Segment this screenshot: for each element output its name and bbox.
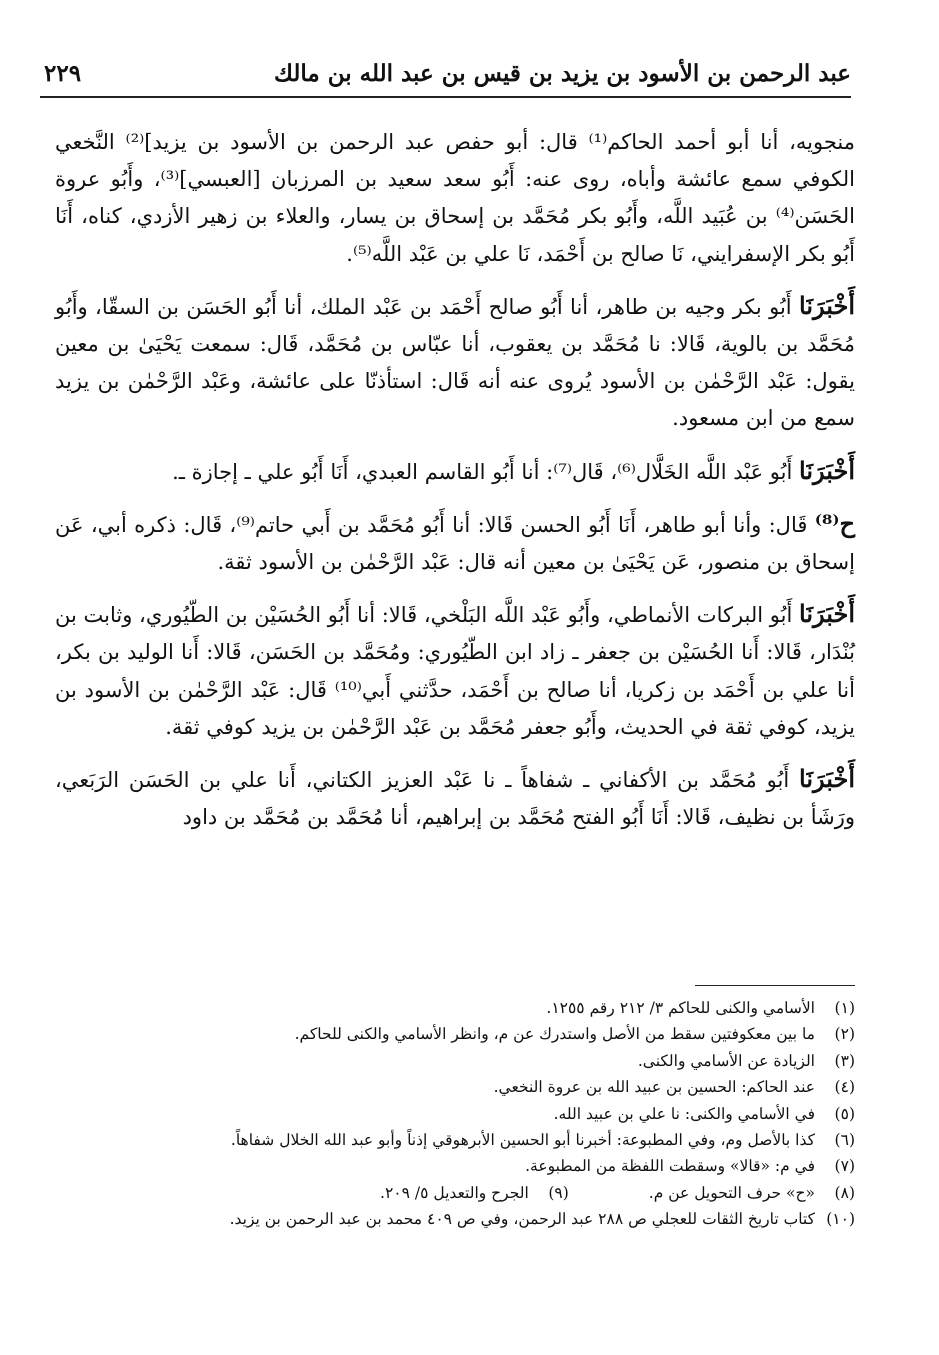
paragraph-lead: أَخْبَرَنَا	[799, 599, 855, 629]
main-text	[55, 122, 855, 850]
running-title: عبد الرحمن بن الأسود بن يزيد بن قيس بن عبد الله بن مالك	[273, 60, 851, 87]
footnote-text: كذا بالأصل وم، وفي المطبوعة: أخبرنا أبو الحسين الأبرهوقي إذناً وأبو عبد الله الخلال شفاهاً.	[230, 1131, 815, 1150]
footnote	[60, 1127, 855, 1153]
footnote-text: ما بين معكوفتين سقط من الأصل واستدرك عن م، وانظر الأسامي والكنى للحاكم.	[294, 1025, 815, 1044]
footnote	[60, 1180, 855, 1206]
running-header	[40, 56, 851, 98]
paragraph	[55, 122, 855, 273]
footnote-text: الأسامي والكنى للحاكم ٣/ ٢١٢ رقم ١٢٥٥.	[546, 999, 815, 1017]
footnote-text: الجرح والتعديل ٥/ ٢٠٩.	[380, 1183, 529, 1202]
footnote-number: (٣)	[834, 1051, 855, 1070]
footnote-text: «ح» حرف التحويل عن م.	[648, 1183, 815, 1202]
page-number: ٢٢٩	[44, 60, 82, 87]
paragraph-lead: ح⁽⁸⁾	[814, 508, 855, 538]
paragraph-lead: أَخْبَرَنَا	[799, 455, 855, 485]
paragraph	[55, 505, 855, 581]
footnotes	[60, 995, 855, 1233]
footnote-text: كتاب تاريخ الثقات للعجلي ص ٢٨٨ عبد الرحمن، وفي ص ٤٠٩ محمد بن عبد الرحمن بن يزيد.	[229, 1210, 815, 1229]
footnote-number: (٢)	[834, 1025, 855, 1044]
paragraph-text: أَبُو مُحَمَّد بن الأكفاني ـ شفاهاً ـ نا عَبْد العزيز الكتاني، أَنا علي بن الحَسَن الرَبَعي، ورَشَأ بن نظيف، قَالا: أَنَا أَبُو الفتح مُحَمَّد بن إبراهيم، أنا مُحَمَّد بن مُحَمَّد بن داود	[55, 768, 855, 830]
footnote-number: (٩)	[548, 1183, 569, 1202]
footnote-number: (٨)	[834, 1183, 855, 1202]
paragraph-text: أَبُو عَبْد اللَّه الخَلَّال⁽⁶⁾، قَال⁽⁷⁾: أنا أَبُو القاسم العبدي، أَنَا أَبُو علي ـ إجازة ـ.	[172, 459, 800, 484]
footnote-separator	[695, 985, 855, 986]
footnote-text: في م: «قالا» وسقطت اللفظة من المطبوعة.	[525, 1157, 815, 1176]
footnote-text: في الأسامي والكنى: نا علي بن عبيد الله.	[553, 1104, 815, 1123]
paragraph-lead: أَخْبَرَنَا	[799, 290, 855, 320]
paragraph	[55, 760, 855, 836]
paragraph-lead: أَخْبَرَنَا	[799, 764, 855, 794]
paragraph-text: أَبُو بكر وجيه بن طاهر، أنا أَبُو صالح أَحْمَد بن عَبْد الملك، أنا أَبُو الحَسَن بن السقّا، وأَبُو مُحَمَّد بن بالوية، قَالا: نا مُحَمَّد بن يعقوب، أنا عبّاس بن مُحَمَّد، قَال: سمعت يَحْيَىٰ بن معين يقول: عَبْد الرَّحْمٰن بن الأسود يُروى عنه أنه قَال: استأذنّا على عائشة، وعَبْد الرَّحْمٰن بن يزيد سمع من ابن مسعود.	[55, 294, 855, 431]
paragraph	[55, 287, 855, 438]
footnote-number: (٧)	[834, 1157, 855, 1176]
footnote	[60, 1206, 855, 1232]
footnote	[60, 1021, 855, 1047]
footnote-number: (٤)	[834, 1078, 855, 1097]
footnote	[60, 995, 855, 1021]
footnote-inline-pair	[380, 1180, 569, 1206]
footnote-number: (٦)	[834, 1131, 855, 1150]
paragraph	[55, 452, 855, 491]
paragraph-text: قَال: وأنا أبو طاهر، أَنَا أَبُو الحسن قَالا: أنا أَبُو مُحَمَّد بن أَبي حاتم⁽⁹⁾، قَال: ذكره أبي، عَن إسحاق بن منصور، عَن يَحْيَىٰ بن معين أنه قال: عَبْد الرَّحْمٰن بن الأسود ثقة.	[55, 512, 855, 575]
footnote-number: (١٠)	[826, 1210, 855, 1229]
paragraph	[55, 595, 855, 746]
paragraph-text: منجويه، أنا أبو أحمد الحاكم⁽¹⁾ قال: أبو حفص عبد الرحمن بن الأسود بن يزيد]⁽²⁾ النَّخعي الكوفي سمع عائشة وأباه، روى عنه: أَبُو سعد سعيد بن المرزبان [العبسي]⁽³⁾، وأَبُو عروة الحَسَن⁽⁴⁾ بن عُبَيد اللَّه، وأَبُو بكر مُحَمَّد بن إسحاق بن يسار، والعلاء بن زهير الأزدي، كناه، أَنَا أَبُو بكر الإسفرايني، نَا صالح بن أَحْمَد، نَا علي بن عَبْد اللَّه⁽⁵⁾.	[55, 130, 855, 266]
footnote	[60, 1074, 855, 1100]
footnote	[60, 1101, 855, 1127]
footnote-number: (٥)	[834, 1104, 855, 1123]
footnote	[60, 1048, 855, 1074]
footnote-text: عند الحاكم: الحسين بن عبيد الله بن عروة النخعي.	[493, 1078, 815, 1097]
paragraph-text: أَبُو البركات الأنماطي، وأَبُو عَبْد اللَّه البَلْخي، قَالا: أنا أَبُو الحُسَيْن بن الطّيُوري، وثابت بن بُنْدَار، قَالا: أَنا الحُسَيْن بن جعفر ـ زاد ابن الطّيُوري: ومُحَمَّد بن الحَسَن، قَالا: أَنا الوليد بن بكر، أنا علي بن أَحْمَد بن زكريا، أنا صالح بن أَحْمَد، حدَّثني أَبي⁽¹⁰⁾ قَال: عَبْد الرَّحْمٰن بن الأسود بن يزيد، كوفي ثقة في الحديث، وأَبُو جعفر مُحَمَّد بن عَبْد الرَّحْمٰن بن يزيد كوفي ثقة.	[55, 603, 855, 739]
footnote-number: (١)	[834, 999, 855, 1017]
footnote	[60, 1153, 855, 1179]
footnote-text: الزيادة عن الأسامي والكنى.	[637, 1051, 815, 1070]
